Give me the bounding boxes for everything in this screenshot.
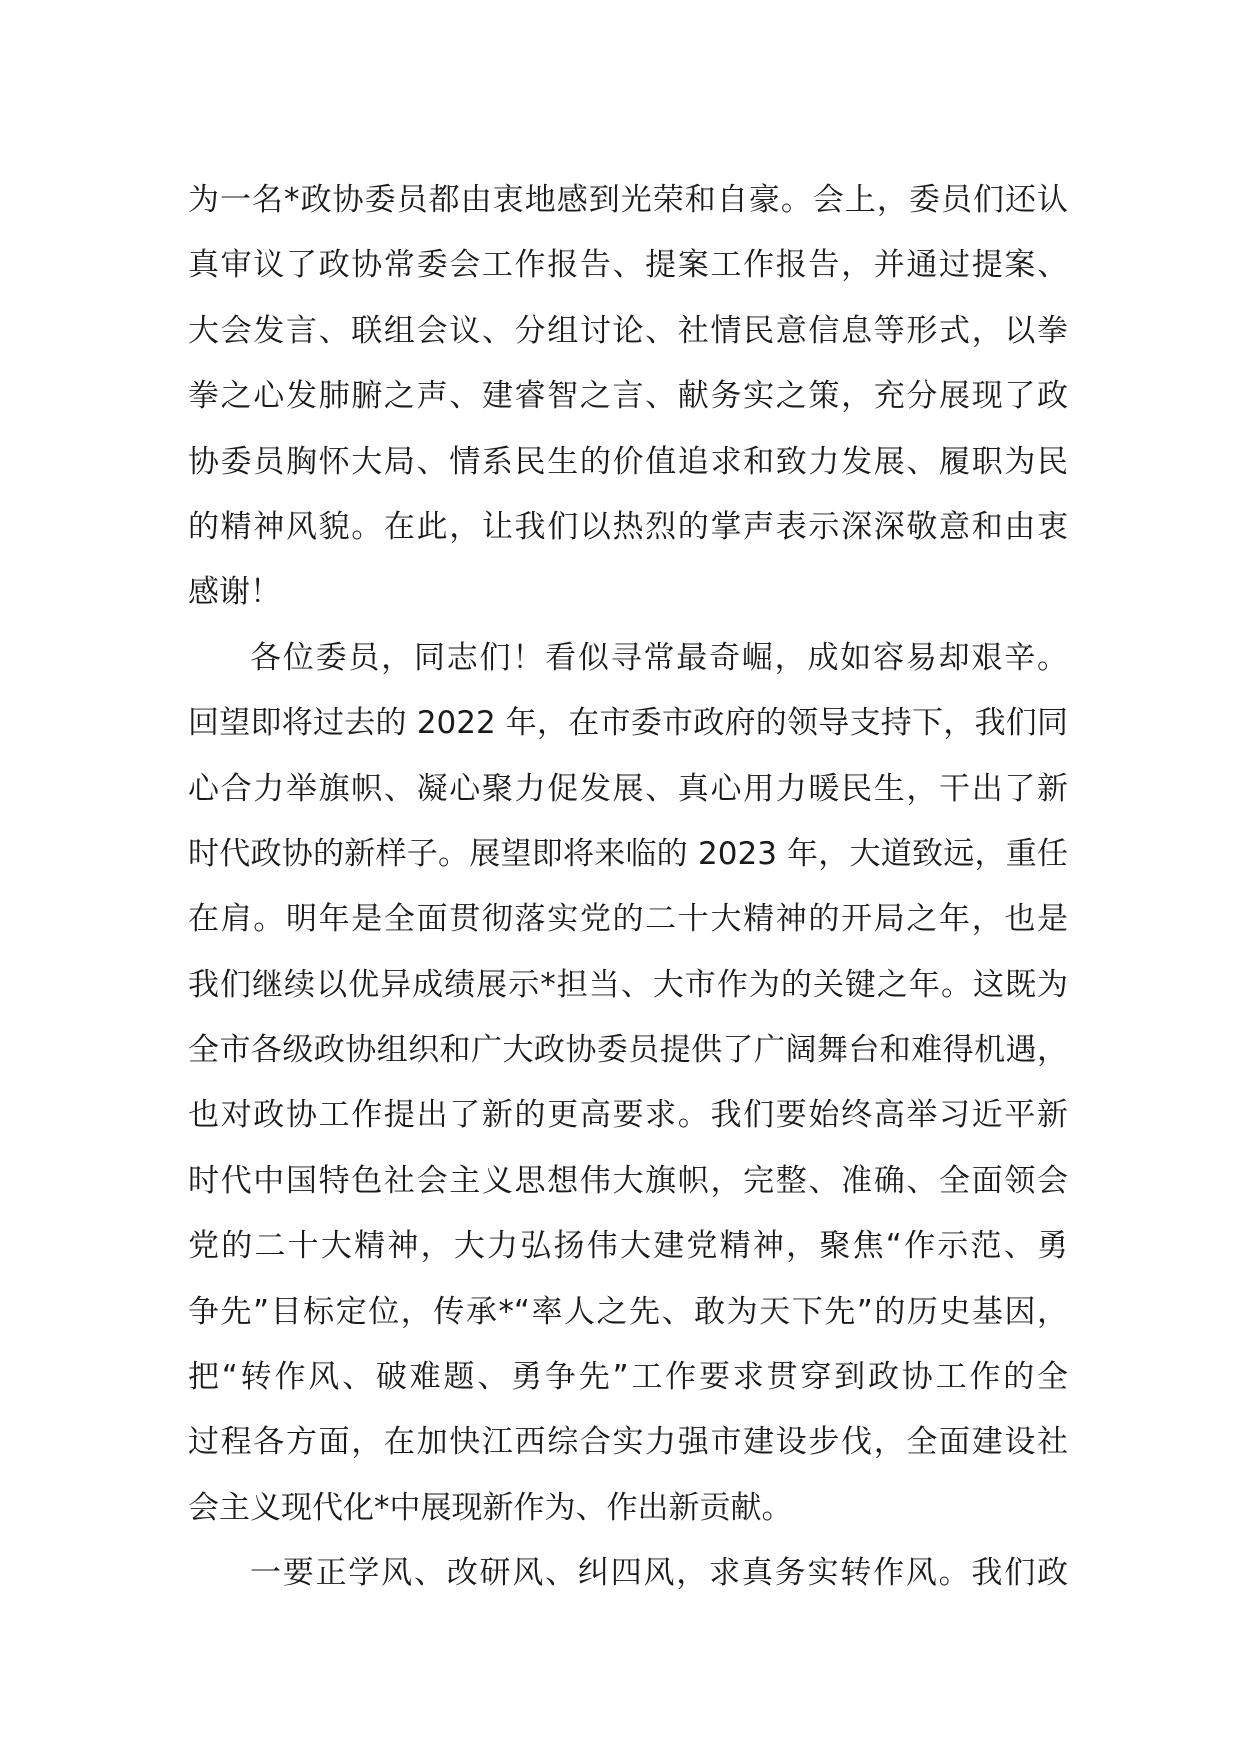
text-line: 协委员胸怀大局、情系民生的价值追求和致力发展、履职为民 [188, 443, 1068, 480]
text-line: 在肩。明年是全面贯彻落实党的二十大精神的开局之年，也是 [188, 901, 1068, 938]
paragraph-3 [188, 1541, 1068, 1606]
text-line: 争先”目标定位，传承*“率人之先、敢为天下先”的历史基因， [188, 1293, 1068, 1330]
text-line: 拳之心发肺腑之声、建睿智之言、献务实之策，充分展现了政 [188, 378, 1068, 415]
text-line: 时代政协的新样子。展望即将来临的 2023 年，大道致远，重任 [188, 835, 1068, 872]
text-line: 会主义现代化*中展现新作为、作出新贡献。 [188, 1489, 793, 1526]
text-line: 为一名*政协委员都由衷地感到光荣和自豪。会上，委员们还认 [188, 182, 1068, 218]
text-line: 时代中国特色社会主义思想伟大旗帜，完整、准确、全面领会 [188, 1162, 1068, 1199]
text-line: 一要正学风、改研风、纠四风，求真务实转作风。我们政 [250, 1555, 1068, 1592]
text-line: 各位委员，同志们！看似寻常最奇崛，成如容易却艰辛。 [250, 639, 1068, 676]
text-line: 真审议了政协常委会工作报告、提案工作报告，并通过提案、 [188, 247, 1068, 284]
text-line: 的精神风貌。在此，让我们以热烈的掌声表示深深敬意和由衷 [188, 508, 1068, 545]
text-line: 党的二十大精神，大力弘扬伟大建党精神，聚焦“作示范、勇 [188, 1228, 1068, 1265]
document-body [188, 168, 1068, 1607]
paragraph-2 [188, 626, 1068, 1541]
text-line: 过程各方面，在加快江西综合实力强市建设步伐，全面建设社 [188, 1424, 1068, 1461]
text-line: 心合力举旗帜、凝心聚力促发展、真心用力暖民生，干出了新 [188, 770, 1068, 807]
paragraph-1 [188, 168, 1068, 626]
text-line: 大会发言、联组会议、分组讨论、社情民意信息等形式，以拳 [188, 312, 1068, 349]
text-line: 全市各级政协组织和广大政协委员提供了广阔舞台和难得机遇， [188, 1032, 1068, 1069]
text-line: 回望即将过去的 2022 年，在市委市政府的领导支持下，我们同 [188, 705, 1068, 742]
text-line: 把“转作风、破难题、勇争先”工作要求贯穿到政协工作的全 [188, 1359, 1068, 1396]
text-line: 感谢！ [188, 574, 281, 611]
text-line: 我们继续以优异成绩展示*担当、大市作为的关键之年。这既为 [188, 966, 1068, 1003]
text-line: 也对政协工作提出了新的更高要求。我们要始终高举习近平新 [188, 1097, 1068, 1134]
